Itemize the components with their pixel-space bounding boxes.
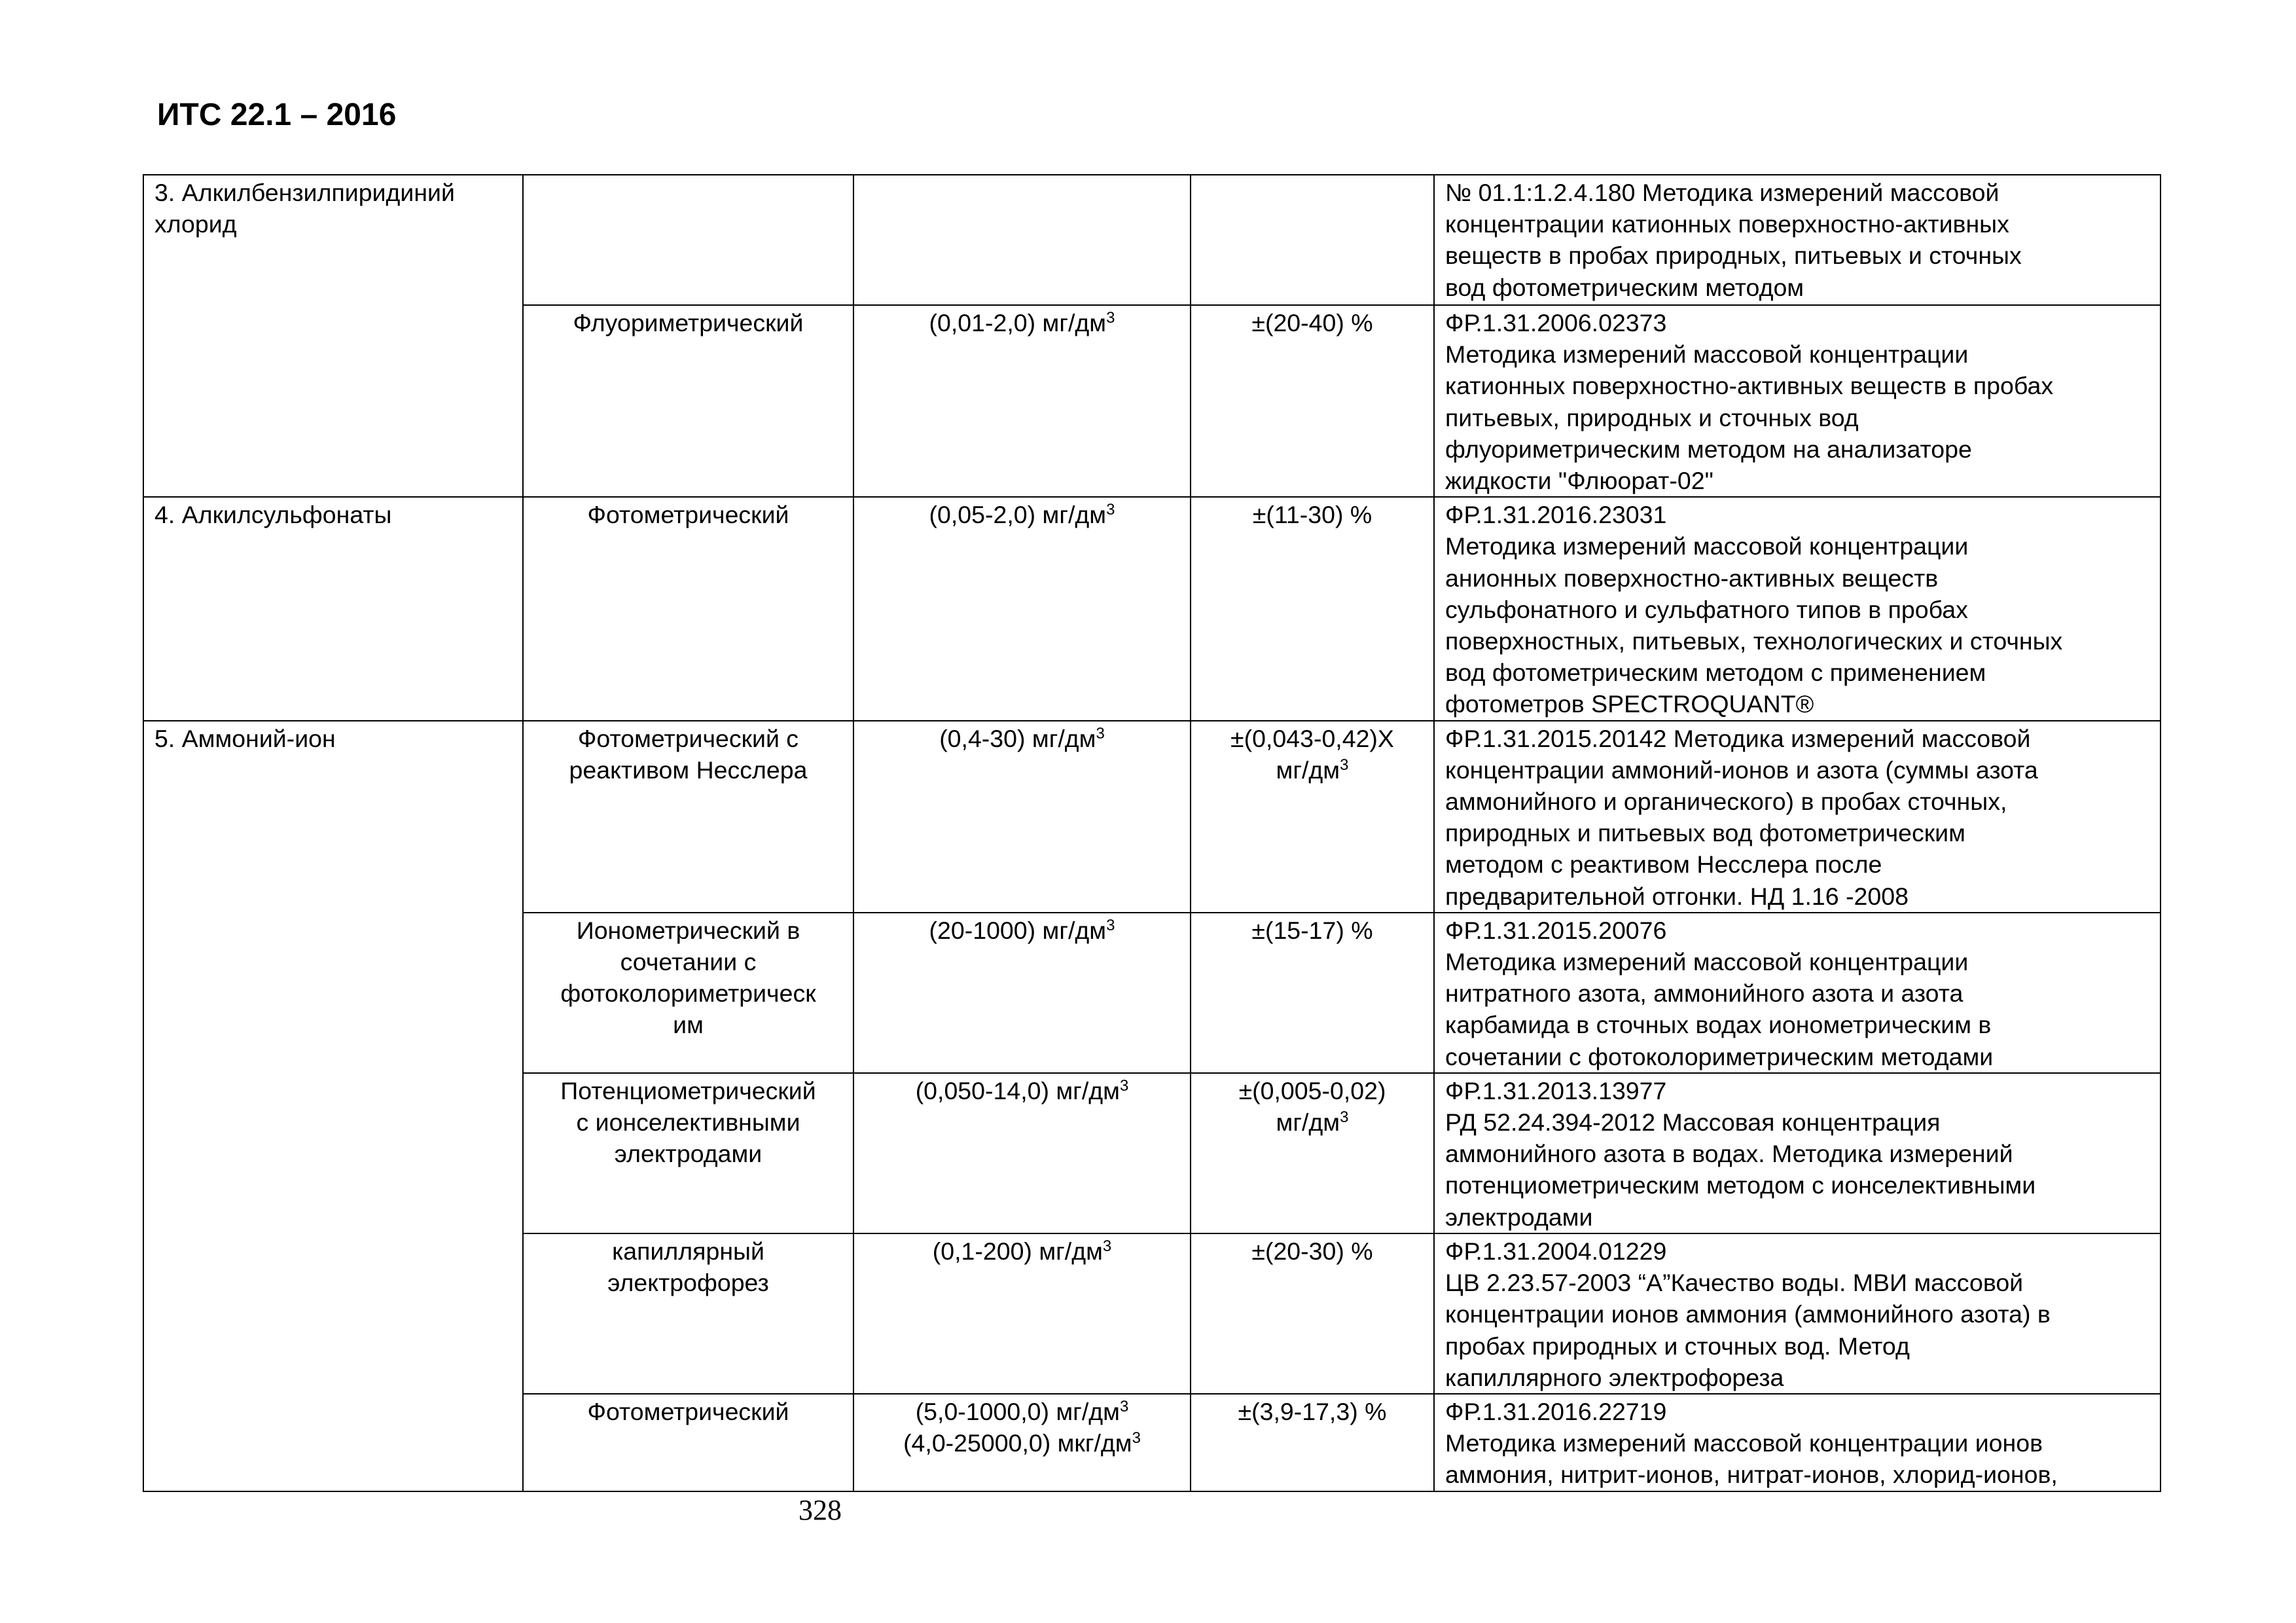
cell-document	[1434, 1394, 2161, 1491]
cell-error	[1191, 1073, 1434, 1233]
table-row	[143, 497, 2161, 720]
document-line: предварительной отгонки. НД 1.16 -2008	[1445, 882, 1909, 910]
document-line: Методика измерений массовой концентрации ионов	[1445, 1429, 2043, 1457]
method-line: Фотометрический	[587, 1397, 789, 1425]
document-line: концентрации аммоний-ионов и азота (суммы азота	[1445, 756, 2038, 784]
document-line: природных и питьевых вод фотометрическим	[1445, 819, 1965, 847]
cell-method	[523, 497, 853, 720]
error-line: $мг/дм^3$	[1276, 756, 1349, 784]
error-line: ±(3,9-17,3) %	[1238, 1397, 1387, 1425]
method-line: Флуориметрический	[573, 309, 804, 337]
cell-range	[853, 497, 1191, 720]
range-line: (0,4-30) $мг/дм^3$	[939, 724, 1105, 752]
error-line: $мг/дм^3$	[1276, 1108, 1349, 1137]
cell-error	[1191, 175, 1434, 305]
cell-method	[523, 1233, 853, 1394]
error-superscript: 3	[1340, 756, 1349, 774]
cell-range	[853, 721, 1191, 913]
method-line: Фотометрический	[587, 501, 789, 529]
cell-method	[523, 721, 853, 913]
substance-line: 5. Аммоний-ион	[154, 724, 336, 752]
error-line: ±(20-40) %	[1251, 309, 1373, 337]
cell-range	[853, 1394, 1191, 1491]
cell-range	[853, 305, 1191, 497]
cell-substance	[143, 1073, 523, 1233]
method-line: капиллярный	[612, 1237, 764, 1265]
cell-document	[1434, 1073, 2161, 1233]
method-line: электрофорез	[607, 1269, 769, 1297]
cell-substance	[143, 913, 523, 1073]
error-line: ±(15-17) %	[1251, 916, 1373, 944]
document-line: питьевых, природных и сточных вод	[1445, 403, 1859, 431]
document-line: ФР.1.31.2006.02373	[1445, 309, 1667, 337]
document-line: концентрации ионов аммония (аммонийного азота) в	[1445, 1300, 2051, 1328]
table-body	[143, 175, 2161, 1491]
page-title: ИТС 22.1 – 2016	[157, 98, 397, 132]
document-line: катионных поверхностно-активных веществ в пробах	[1445, 372, 2054, 400]
document-line: аммония, нитрит-ионов, нитрат-ионов, хлорид-ионов,	[1445, 1461, 2058, 1489]
document-line: фотометров SPECTROQUANT®	[1445, 690, 1814, 718]
cell-error	[1191, 721, 1434, 913]
document-line: сочетании с фотоколориметрическим методами	[1445, 1042, 1994, 1070]
table-row	[143, 1394, 2161, 1491]
document-line: электродами	[1445, 1203, 1593, 1231]
cell-substance	[143, 175, 523, 305]
document-line: ФР.1.31.2015.20142 Методика измерений массовой	[1445, 724, 2031, 752]
cell-error	[1191, 1394, 1434, 1491]
document-line: Методика измерений массовой концентрации	[1445, 532, 1969, 560]
substance-line: 4. Алкилсульфонаты	[154, 501, 392, 529]
range-line: (0,01-2,0) $мг/дм^3$	[929, 309, 1115, 337]
error-line: ±(11-30) %	[1252, 501, 1372, 529]
document-line: аммонийного и органического) в пробах сточных,	[1445, 788, 2007, 816]
method-line: с ионселективными	[576, 1108, 800, 1137]
cell-error	[1191, 305, 1434, 497]
method-line: Потенциометрический	[560, 1076, 816, 1104]
cell-method	[523, 305, 853, 497]
range-superscript: 3	[1106, 309, 1115, 327]
document-line: веществ в пробах природных, питьевых и сточных	[1445, 242, 2022, 270]
method-line: фотоколориметрическ	[560, 979, 816, 1008]
substance-line: хлорид	[154, 210, 237, 238]
cell-substance	[143, 305, 523, 497]
table-row	[143, 175, 2161, 305]
cell-document	[1434, 497, 2161, 720]
cell-method	[523, 175, 853, 305]
document-line: карбамида в сточных водах ионометрическим в	[1445, 1011, 1992, 1039]
cell-substance	[143, 1233, 523, 1394]
document-line: вод фотометрическим методом с применением	[1445, 659, 1986, 687]
cell-error	[1191, 913, 1434, 1073]
cell-document	[1434, 913, 2161, 1073]
document-line: ФР.1.31.2013.13977	[1445, 1076, 1667, 1104]
document-line: капиллярного электрофореза	[1445, 1363, 1784, 1391]
cell-method	[523, 1394, 853, 1491]
document-line: анионных поверхностно-активных веществ	[1445, 564, 1939, 592]
document-line: пробах природных и сточных вод. Метод	[1445, 1332, 1910, 1360]
error-line: ±(0,005-0,02)	[1238, 1076, 1386, 1104]
substance-line: 3. Алкилбензилпиридиний	[154, 179, 455, 206]
range-superscript: 3	[1102, 1237, 1112, 1255]
method-line: реактивом Несслера	[569, 756, 808, 784]
document-line: концентрации катионных поверхностно-активных	[1445, 210, 2009, 238]
method-line: Ионометрический в	[576, 916, 800, 944]
error-line: ±(0,043-0,42)Х	[1230, 724, 1394, 752]
cell-document	[1434, 305, 2161, 497]
method-line: электродами	[614, 1140, 762, 1168]
cell-substance	[143, 1394, 523, 1491]
range-line: (4,0-25000,0) мкг/$дм^3$	[903, 1429, 1141, 1457]
document-line: № 01.1:1.2.4.180 Методика измерений массовой	[1445, 179, 2000, 206]
method-line: им	[673, 1011, 704, 1039]
range-line: (0,1-200) $мг/дм^3$	[932, 1237, 1112, 1265]
document-line: ЦВ 2.23.57-2003 “А”Качество воды. МВИ массовой	[1445, 1269, 2024, 1297]
range-line: (20-1000) $мг/дм^3$	[929, 916, 1115, 944]
range-line: (5,0-1000,0) $мг/дм^3$	[915, 1397, 1129, 1425]
cell-range	[853, 1073, 1191, 1233]
document-line: Методика измерений массовой концентрации	[1445, 340, 1969, 369]
table-row	[143, 1233, 2161, 1394]
cell-method	[523, 1073, 853, 1233]
document-line: потенциометрическим методом с ионселективными	[1445, 1171, 2036, 1199]
document-line: аммонийного азота в водах. Методика измерений	[1445, 1140, 2013, 1168]
cell-document	[1434, 175, 2161, 305]
cell-substance	[143, 497, 523, 720]
range-superscript: 3	[1119, 1076, 1129, 1095]
cell-document	[1434, 721, 2161, 913]
table-row	[143, 721, 2161, 913]
cell-method	[523, 913, 853, 1073]
range-superscript: 3	[1119, 1397, 1129, 1415]
cell-substance	[143, 721, 523, 913]
range-superscript: 3	[1106, 916, 1115, 934]
cell-range	[853, 1233, 1191, 1394]
document-line: ФР.1.31.2016.22719	[1445, 1397, 1667, 1425]
cell-error	[1191, 497, 1434, 720]
methods-table	[143, 174, 2161, 1492]
page-number: 328	[798, 1494, 842, 1526]
method-line: Фотометрический с	[577, 724, 799, 752]
table-row	[143, 913, 2161, 1073]
table-row	[143, 305, 2161, 497]
document-line: ФР.1.31.2016.23031	[1445, 501, 1667, 529]
method-line: сочетании с	[620, 948, 757, 976]
document-line: жидкости "Флюорат-02"	[1445, 467, 1713, 495]
document-line: Методика измерений массовой концентрации	[1445, 948, 1969, 976]
range-line: (0,05-2,0) $мг/дм^3$	[929, 501, 1115, 529]
document-line: нитратного азота, аммонийного азота и азота	[1445, 979, 1964, 1008]
document-line: ФР.1.31.2015.20076	[1445, 916, 1667, 944]
cell-range	[853, 175, 1191, 305]
range-superscript: 3	[1096, 724, 1105, 742]
document-line: РД 52.24.394-2012 Массовая концентрация	[1445, 1108, 1941, 1137]
range-line: (0,050-14,0) $мг/дм^3$	[915, 1076, 1129, 1104]
error-superscript: 3	[1340, 1108, 1349, 1127]
document-line: сульфонатного и сульфатного типов в пробах	[1445, 595, 1968, 623]
document-line: ФР.1.31.2004.01229	[1445, 1237, 1667, 1265]
range-superscript: 3	[1106, 501, 1115, 519]
document-line: поверхностных, питьевых, технологических и сточных	[1445, 627, 2063, 655]
document-line: вод фотометрическим методом	[1445, 273, 1804, 301]
document-line: флуориметрическим методом на анализаторе	[1445, 435, 1972, 463]
cell-error	[1191, 1233, 1434, 1394]
error-line: ±(20-30) %	[1251, 1237, 1373, 1265]
document-line: методом с реактивом Несслера после	[1445, 850, 1882, 879]
table-row	[143, 1073, 2161, 1233]
cell-document	[1434, 1233, 2161, 1394]
range-superscript: 3	[1132, 1429, 1141, 1448]
cell-range	[853, 913, 1191, 1073]
